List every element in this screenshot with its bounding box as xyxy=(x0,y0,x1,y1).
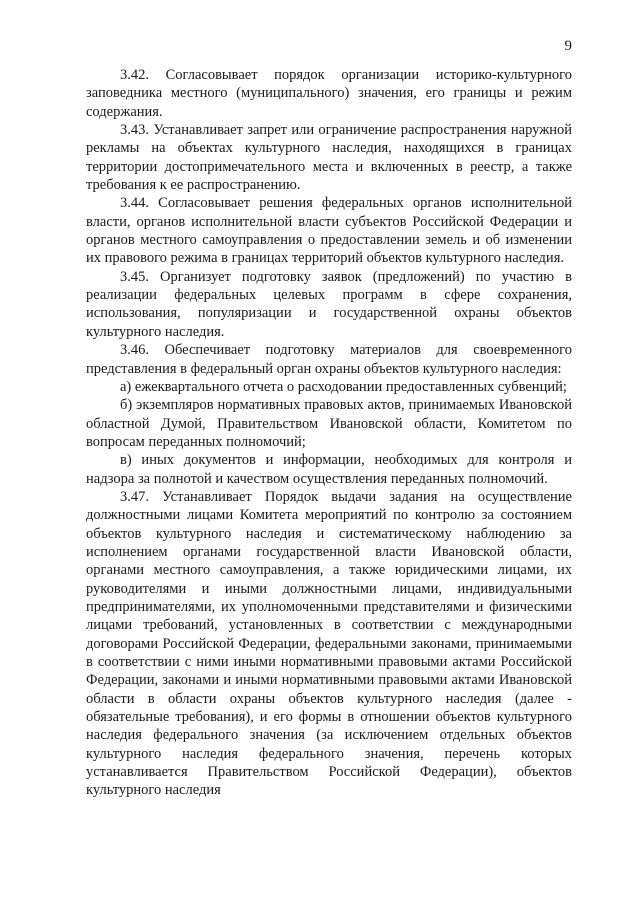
paragraph-3-45: 3.45. Организует подготовку заявок (предложений) по участию в реализации федеральных целевых программ в сфере сохранения, использования, популяризации и государственной охраны объектов культурного наследия. xyxy=(86,268,572,340)
paragraph-3-43: 3.43. Устанавливает запрет или ограничение распространения наружной рекламы на объектах культурного наследия, находящихся в границах территории достопримечательного места и включенных в реестр, а также требования к ее распространению. xyxy=(86,122,572,194)
paragraph-3-46-b: б) экземпляров нормативных правовых актов, принимаемых Ивановской областной Думой, Правительством Ивановской области, Комитетом по вопросам переданных полномочий; xyxy=(86,397,572,450)
page-number: 9 xyxy=(564,38,572,54)
paragraph-3-46: 3.46. Обеспечивает подготовку материалов для своевременного представления в федеральный орган охраны объектов культурного наследия: xyxy=(86,342,572,377)
paragraph-3-46-v: в) иных документов и информации, необходимых для контроля и надзора за полнотой и качеством осуществления переданных полномочий. xyxy=(86,452,572,487)
paragraph-3-47: 3.47. Устанавливает Порядок выдачи задания на осуществление должностными лицами Комитета мероприятий по контролю за состоянием объектов культурного наследия и систематическому наблюдению за исполнением органами государственной власти Ивановской области, органами местного самоуправления, а также юридическими лицами, их руководителями и иными должностными лицами, индивидуальными предпринимателями, их уполномоченными представителями и физическими лицами требований, установленных в соответствии с международными договорами Российской Федерации, федеральными законами, принимаемыми в соответствии с ними иными нормативными правовыми актами Российской Федерации, законами и иными нормативными правовыми актами Ивановской области в области охраны объектов культурного наследия (далее - обязательные требования), и его формы в отношении объектов культурного наследия федерального значения (за исключением отдельных объектов культурного наследия федерального значения, перечень которых устанавливается Правительством Российской Федерации), объектов культурного наследия xyxy=(86,488,572,799)
paragraph-3-42: 3.42. Согласовывает порядок организации историко-культурного заповедника местного (муниципального) значения, его границы и режим содержания. xyxy=(86,67,572,120)
paragraph-3-44: 3.44. Согласовывает решения федеральных органов исполнительной власти, органов исполнительной власти субъектов Российской Федерации и органов местного самоуправления о предоставлении земель и об изменении их правового режима в границах территорий объектов культурного наследия. xyxy=(86,195,572,267)
document-body xyxy=(86,66,572,800)
paragraph-3-46-a: а) ежеквартального отчета о расходовании предоставленных субвенций; xyxy=(120,378,567,395)
